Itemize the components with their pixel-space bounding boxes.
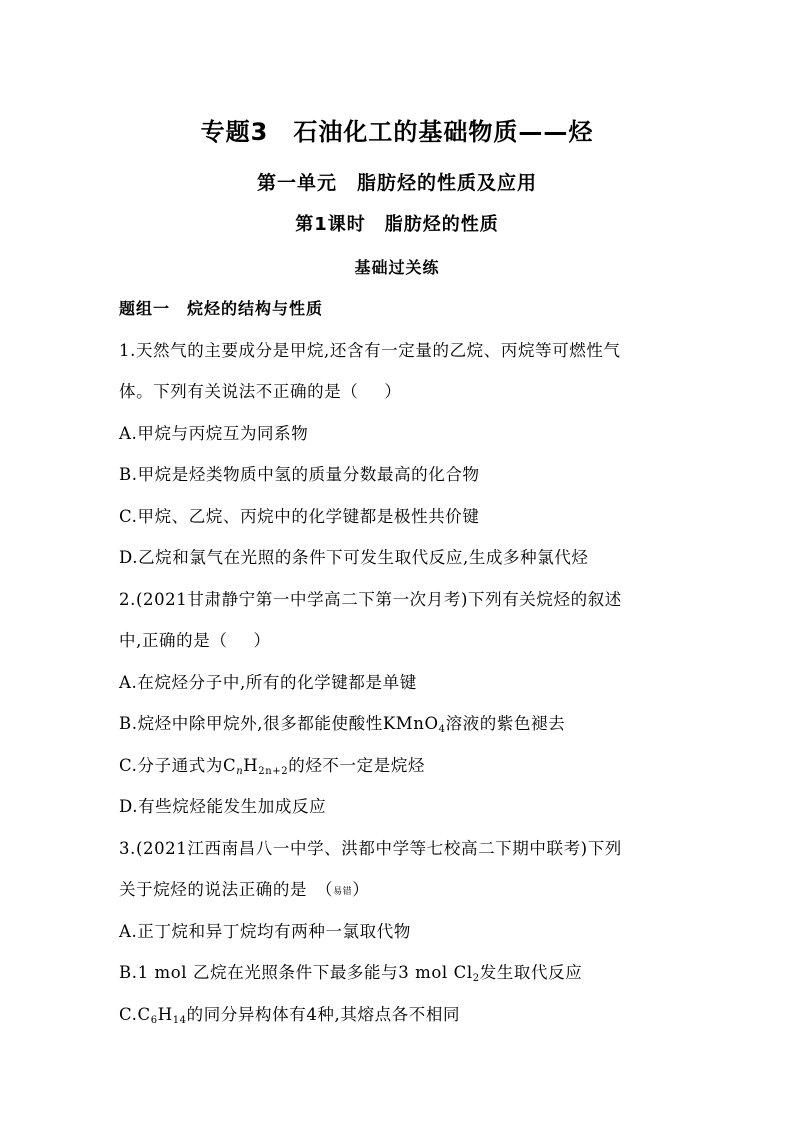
subscript: n bbox=[236, 766, 244, 777]
q3-option-c bbox=[119, 1001, 460, 1026]
subscript: 2 bbox=[472, 973, 480, 984]
q3-stem-line1: 3.(2021江西南昌八一中学、洪都中学等七校高二下期中联考)下列 bbox=[119, 839, 622, 858]
q3-stem-text: 关于烷烃的说法正确的是 （ bbox=[119, 880, 334, 899]
q3-option-c-text: C.C bbox=[119, 1005, 151, 1024]
q1-stem-line2 bbox=[119, 378, 402, 402]
section-title: 基础过关练 bbox=[354, 258, 440, 277]
unit-title: 第一单元 脂肪烃的性质及应用 bbox=[256, 172, 537, 194]
q2-stem-close: ） bbox=[253, 631, 271, 650]
formula-h: H bbox=[243, 756, 259, 775]
q2-option-d: D.有些烷烃能发生加成反应 bbox=[119, 797, 327, 816]
error-prone-tag: 易错 bbox=[333, 887, 353, 897]
q2-option-c-tail: 的烃不一定是烷烃 bbox=[288, 756, 426, 775]
subscript: 2n+2 bbox=[258, 766, 289, 777]
q2-stem-text: 中,正确的是（ bbox=[119, 631, 228, 650]
q1-stem-line1: 1.天然气的主要成分是甲烷,还含有一定量的乙烷、丙烷等可燃性气 bbox=[119, 341, 621, 360]
q2-option-b-tail: 溶液的紫色褪去 bbox=[445, 714, 566, 733]
subscript: 14 bbox=[172, 1015, 187, 1026]
lesson-title: 第1课时 脂肪烃的性质 bbox=[295, 214, 499, 235]
q1-option-b: B.甲烷是烃类物质中氢的质量分数最高的化合物 bbox=[119, 465, 480, 484]
q3-option-b-tail: 发生取代反应 bbox=[479, 963, 583, 982]
q2-option-a: A.在烷烃分子中,所有的化学键都是单键 bbox=[119, 673, 417, 692]
q1-stem-text: 体。下列有关说法不正确的是（ bbox=[119, 382, 359, 401]
group-heading: 题组一 烷烃的结构与性质 bbox=[119, 299, 324, 318]
q1-option-a: A.甲烷与丙烷互为同系物 bbox=[119, 424, 309, 443]
q3-option-a: A.正丁烷和异丁烷均有两种一氯取代物 bbox=[119, 922, 411, 941]
q2-option-c bbox=[119, 752, 425, 777]
q2-stem-line1: 2.(2021甘肃静宁第一中学高二下第一次月考)下列有关烷烃的叙述 bbox=[119, 590, 622, 609]
q2-stem-line2 bbox=[119, 627, 271, 651]
q3-stem-close: ） bbox=[352, 880, 370, 899]
subscript: 6 bbox=[150, 1015, 158, 1026]
q2-option-c-text: C.分子通式为C bbox=[119, 756, 237, 775]
chapter-title: 专题3 石油化工的基础物质——烃 bbox=[200, 118, 594, 146]
q3-option-c-tail: 的同分异构体有4种,其熔点各不相同 bbox=[186, 1005, 461, 1024]
q1-stem-close: ） bbox=[384, 382, 402, 401]
subscript: 4 bbox=[438, 724, 446, 735]
q2-option-b-text: B.烷烃中除甲烷外,很多都能使酸性KMnO bbox=[119, 714, 439, 733]
q1-option-d: D.乙烷和氯气在光照的条件下可发生取代反应,生成多种氯代烃 bbox=[119, 548, 589, 567]
q3-stem-line2 bbox=[119, 876, 369, 900]
formula-h: H bbox=[157, 1005, 173, 1024]
q1-option-c: C.甲烷、乙烷、丙烷中的化学键都是极性共价键 bbox=[119, 507, 480, 526]
q2-option-b bbox=[119, 710, 565, 735]
q3-option-b-text: B.1 mol 乙烷在光照条件下最多能与3 mol Cl bbox=[119, 963, 473, 982]
q3-option-b bbox=[119, 959, 582, 984]
